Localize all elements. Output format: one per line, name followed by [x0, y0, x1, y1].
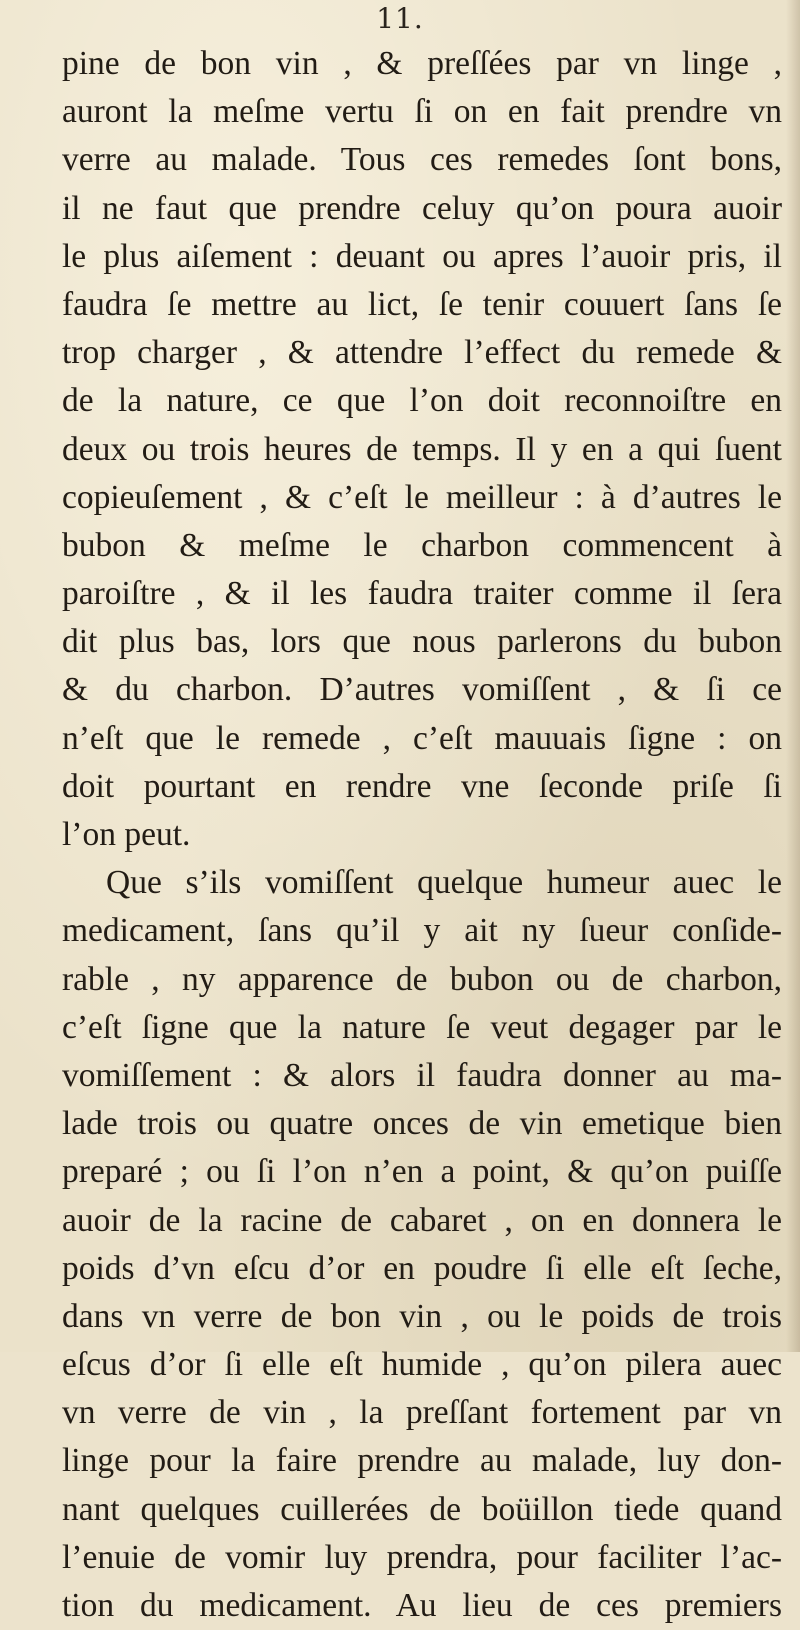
- text-line: pine de bon vin , & preſſées par vn linge ,: [62, 45, 782, 82]
- text-line: & du charbon. D’autres vomiſſent , & ſi ce: [62, 671, 782, 709]
- text-line: doit pourtant en rendre vne ſeconde priſe ſi: [62, 767, 782, 805]
- body-text: [62, 40, 782, 1630]
- text-line: tion du medicament. Au lieu de ces premiers: [62, 1587, 782, 1624]
- text-line: dit plus bas, lors que nous parlerons du bubon: [62, 623, 782, 661]
- text-line: auoir de la racine de cabaret , on en donnera le: [62, 1201, 782, 1239]
- text-line: poids d’vn eſcu d’or en poudre ſi elle eſt ſeche,: [62, 1249, 782, 1287]
- text-line: preparé ; ou ſi l’on n’en a point, & qu’on puiſſe: [62, 1153, 782, 1191]
- text-line: l’enuie de vomir luy prendra, pour faciliter l’ac-: [62, 1538, 782, 1576]
- paragraph-start-line: Que s’ils vomiſſent quelque humeur auec le: [106, 864, 782, 902]
- text-line: copieuſement , & c’eſt le meilleur : à d’autres le: [62, 478, 782, 516]
- text-line: c’eſt ſigne que la nature ſe veut degager par le: [62, 1008, 782, 1046]
- text-line: le plus aiſement : deuant ou apres l’auoir pris, il: [62, 237, 782, 275]
- text-line: eſcus d’or ſi elle eſt humide , qu’on pilera auec: [62, 1346, 782, 1384]
- text-line: nant quelques cuillerées de boüillon tiede quand: [62, 1490, 782, 1528]
- text-line: dans vn verre de bon vin , ou le poids de trois: [62, 1297, 782, 1335]
- text-line: bubon & meſme le charbon commencent à: [62, 526, 782, 564]
- text-line: auront la meſme vertu ſi on en fait prendre vn: [62, 93, 782, 131]
- text-line: linge pour la faire prendre au malade, luy don-: [62, 1442, 782, 1480]
- text-line: vn verre de vin , la preſſant fortement par vn: [62, 1394, 782, 1432]
- text-line: vomiſſement : & alors il faudra donner au ma-: [62, 1056, 782, 1094]
- text-line: lade trois ou quatre onces de vin emetique bien: [62, 1105, 782, 1143]
- text-line: rable , ny apparence de bubon ou de charbon,: [62, 960, 782, 998]
- page-number: 11.: [376, 2, 424, 35]
- text-line: trop charger , & attendre l’effect du remede &: [62, 334, 782, 372]
- text-line: de la nature, ce que l’on doit reconnoiſtre en: [62, 382, 782, 420]
- text-line: faudra ſe mettre au lict, ſe tenir couuert ſans ſe: [62, 285, 782, 323]
- text-line: n’eſt que le remede , c’eſt mauuais ſigne : on: [62, 719, 782, 757]
- paragraph-end-line: l’on peut.: [62, 816, 191, 853]
- text-line: verre au malade. Tous ces remedes ſont bons,: [62, 141, 782, 179]
- text-line: medicament, ſans qu’il y ait ny ſueur conſide-: [62, 912, 782, 950]
- text-line: deux ou trois heures de temps. Il y en a qui ſuent: [62, 430, 782, 468]
- text-line: il ne faut que prendre celuy qu’on poura auoir: [62, 189, 782, 227]
- text-line: paroiſtre , & il les faudra traiter comme il ſera: [62, 575, 782, 613]
